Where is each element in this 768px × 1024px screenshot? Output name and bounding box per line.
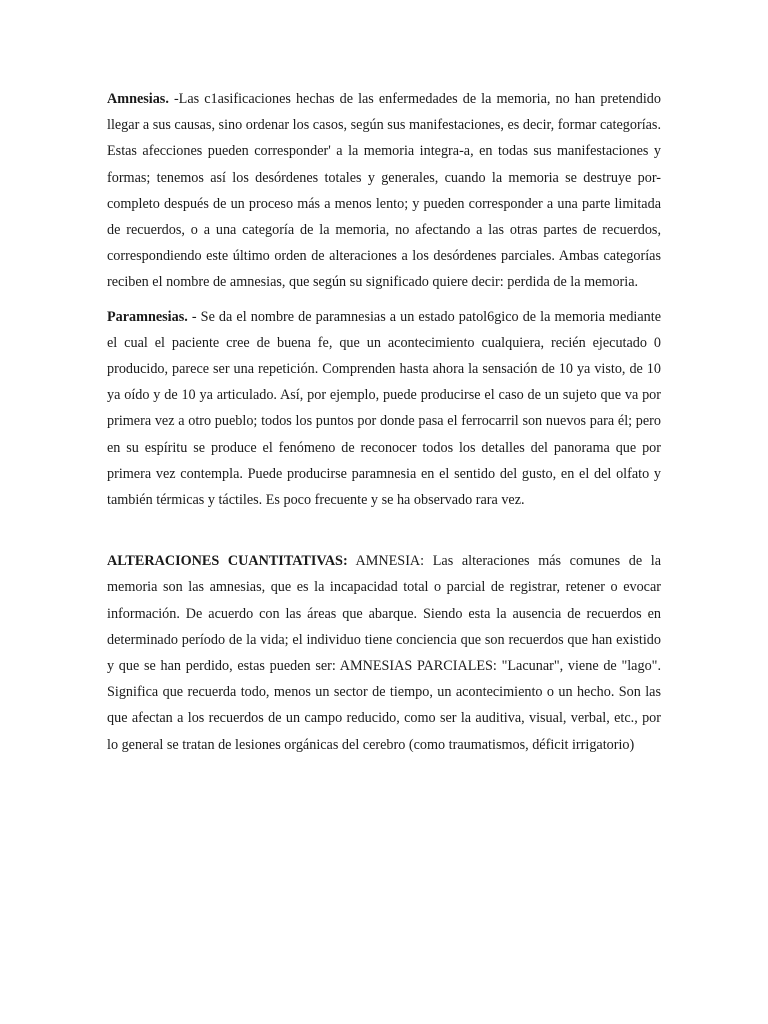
paragraph-alteraciones-cuantitativas	[107, 548, 661, 758]
paragraph-paramnesias	[107, 304, 661, 514]
paragraph-text: - Se da el nombre de paramnesias a un estado patol6gico de la memoria mediante el cual el paciente cree de buena fe, que un acontecimiento cualquiera, recién ejecutado 0 producido, parece ser una repetición. Comprenden hasta ahora la sensación de 10 ya visto, de 10 ya oído y de 10 ya articulado. Así, por ejemplo, puede producirse el caso de un sujeto que va por primera vez a otro pueblo; todos los puntos por donde pasa el ferrocarril son nuevos para él; pero en su espíritu se produce el fenómeno de reconocer todos los detalles del panorama que por primera vez contempla. Puede producirse paramnesia en el sentido del gusto, en el del olfato y también térmicas y táctiles. Es poco frecuente y se ha observado rara vez.	[107, 308, 661, 509]
paragraph-text: AMNESIA: Las alteraciones más comunes de la memoria son las amnesias, que es la incapacidad total o parcial de registrar, retener o evocar información. De acuerdo con las áreas que abarque. Siendo esta la ausencia de recuerdos en determinado período de la vida; el individuo tiene conciencia que son recuerdos que han existido y que se han perdido, estas pueden ser: AMNESIAS PARCIALES: "Lacunar", viene de "lago". Significa que recuerda todo, menos un sector de tiempo, un acontecimiento o un hecho. Son las que afectan a los recuerdos de un campo reducido, como ser la auditiva, visual, verbal, etc., por lo general se tratan de lesiones orgánicas del cerebro (como traumatismos, déficit irrigatorio)	[107, 553, 661, 753]
document-page	[107, 86, 661, 758]
heading-paramnesias: Paramnesias.	[107, 308, 188, 325]
heading-alteraciones-cuantitativas: ALTERACIONES CUANTITATIVAS:	[107, 553, 348, 570]
paragraph-amnesias	[107, 86, 661, 296]
heading-amnesias: Amnesias.	[107, 91, 169, 107]
paragraph-text: -Las c1asificaciones hechas de las enfermedades de la memoria, no han pretendido llegar a sus causas, sino ordenar los casos, según sus manifestaciones, es decir, formar categorías. Estas afecciones pueden corresponder' a la memoria integra-a, en todas sus manifestaciones y formas; tenemos así los desórdenes totales y generales, cuando la memoria se destruye por- completo después de un proceso más a menos lento; y pueden corresponder a una parte limitada de recuerdos, o a una categoría de la memoria, no afectando a las otras partes de recuerdos, correspondiendo este último orden de alteraciones a los desórdenes parciales. Ambas categorías reciben el nombre de amnesias, que según su significado quiere decir: perdida de la memoria.	[107, 91, 661, 291]
